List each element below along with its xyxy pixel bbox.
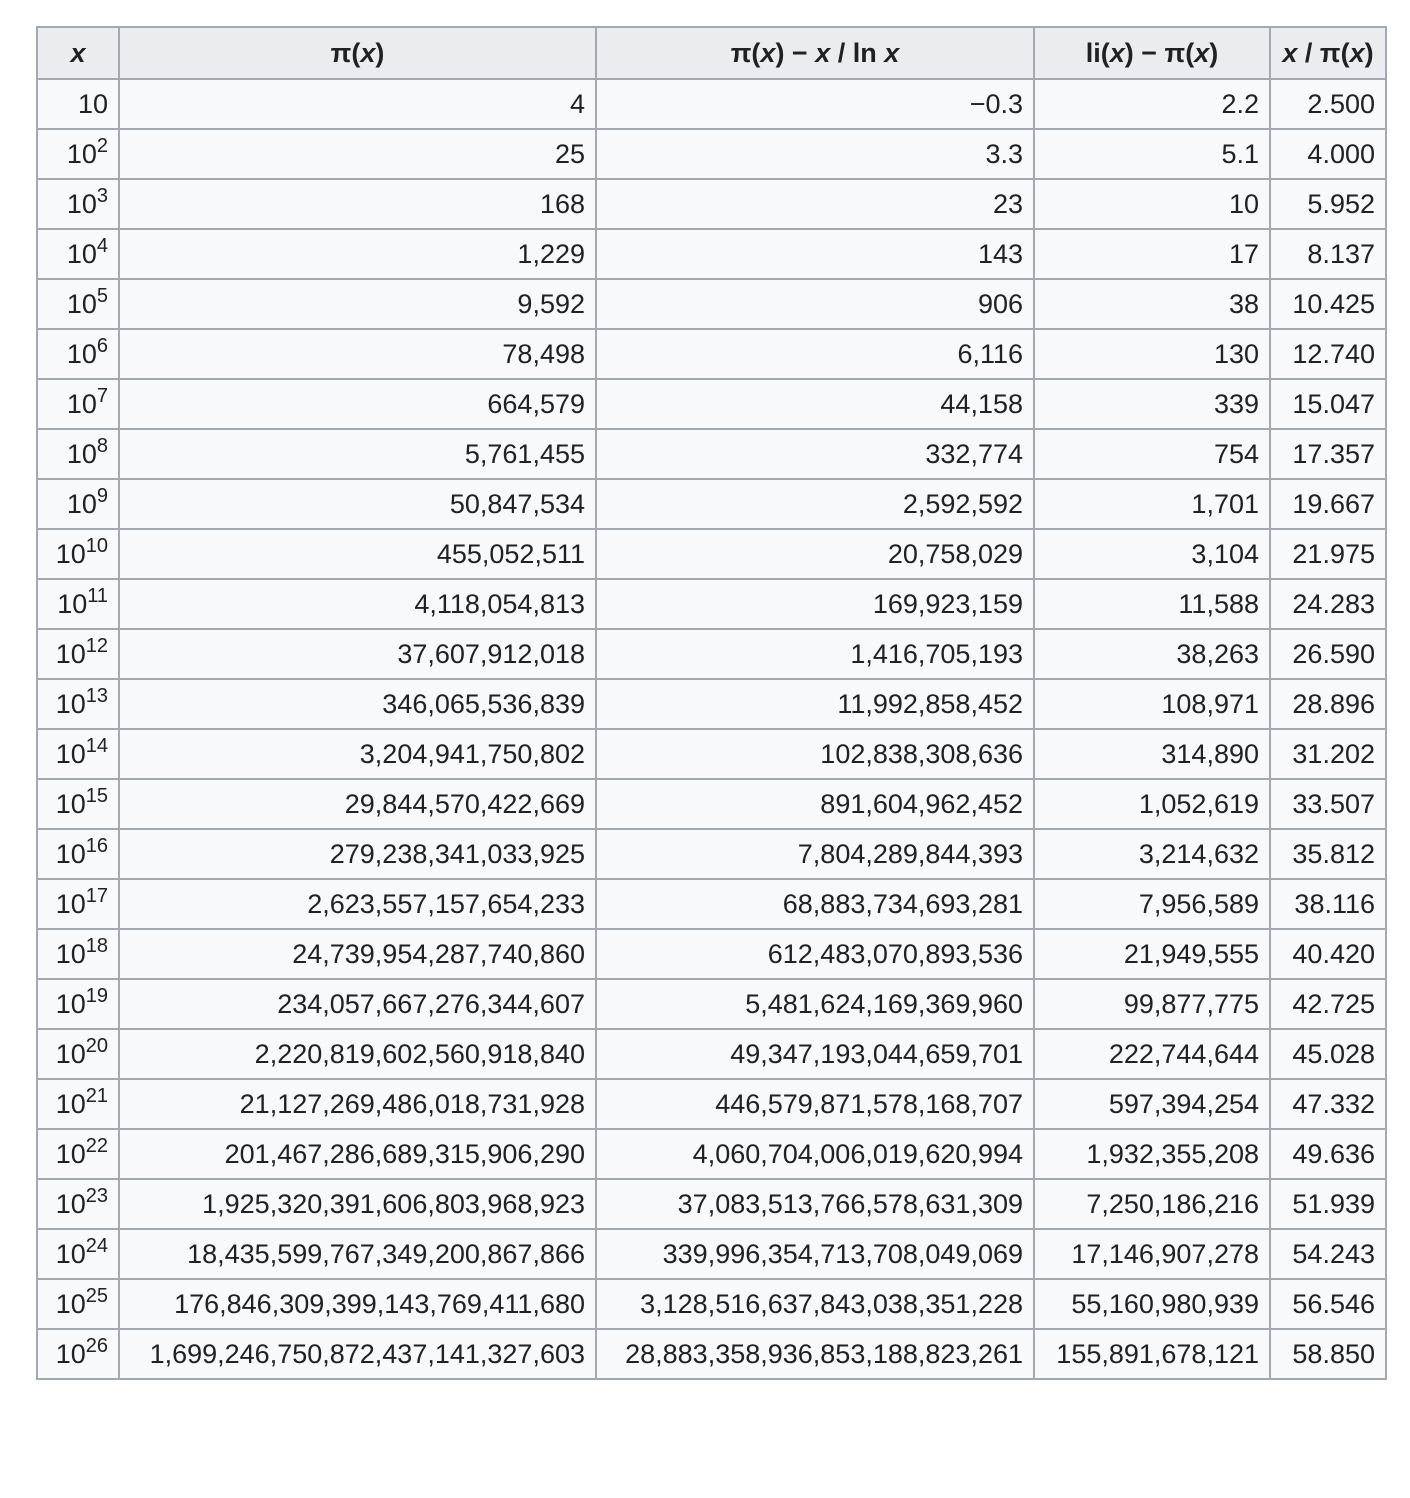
cell-x-over-pi: 47.332 — [1270, 1079, 1386, 1129]
cell-li-minus-pi: 222,744,644 — [1034, 1029, 1270, 1079]
table-row — [37, 629, 1386, 679]
cell-x-over-pi: 17.357 — [1270, 429, 1386, 479]
table-row — [37, 579, 1386, 629]
power-base: 10 — [55, 1038, 86, 1069]
cell-pi-x: 664,579 — [119, 379, 596, 429]
power-exponent: 2 — [96, 134, 108, 157]
cell-x-over-pi: 40.420 — [1270, 929, 1386, 979]
cell-x — [37, 279, 119, 329]
cell-pi-minus-x-over-ln-x: 102,838,308,636 — [596, 729, 1034, 779]
table-row — [37, 979, 1386, 1029]
cell-x-over-pi: 56.546 — [1270, 1279, 1386, 1329]
power-exponent: 5 — [96, 284, 108, 307]
cell-x-over-pi: 8.137 — [1270, 229, 1386, 279]
cell-pi-x: 346,065,536,839 — [119, 679, 596, 729]
cell-pi-x: 24,739,954,287,740,860 — [119, 929, 596, 979]
cell-pi-x: 201,467,286,689,315,906,290 — [119, 1129, 596, 1179]
cell-pi-x: 9,592 — [119, 279, 596, 329]
power-base: 10 — [55, 1338, 86, 1369]
cell-x — [37, 979, 119, 1029]
table-row — [37, 179, 1386, 229]
cell-x — [37, 629, 119, 679]
cell-pi-minus-x-over-ln-x: 1,416,705,193 — [596, 629, 1034, 679]
table-row — [37, 529, 1386, 579]
cell-li-minus-pi: 17,146,907,278 — [1034, 1229, 1270, 1279]
table-row — [37, 1279, 1386, 1329]
header-text-part: / π( — [1297, 37, 1350, 68]
cell-x-over-pi: 2.500 — [1270, 79, 1386, 129]
power-base: 10 — [55, 788, 86, 819]
power-exponent: 4 — [96, 234, 108, 257]
cell-x — [37, 1029, 119, 1079]
power-base: 10 — [55, 738, 86, 769]
table-row — [37, 679, 1386, 729]
cell-pi-minus-x-over-ln-x: 68,883,734,693,281 — [596, 879, 1034, 929]
power-exponent: 13 — [85, 684, 108, 707]
cell-x — [37, 229, 119, 279]
cell-pi-x: 279,238,341,033,925 — [119, 829, 596, 879]
cell-pi-x: 1,229 — [119, 229, 596, 279]
power-base: 10 — [55, 638, 86, 669]
cell-x-over-pi: 51.939 — [1270, 1179, 1386, 1229]
header-text-part: x — [760, 37, 776, 68]
power-base: 10 — [55, 838, 86, 869]
cell-x-over-pi: 21.975 — [1270, 529, 1386, 579]
cell-x — [37, 829, 119, 879]
cell-li-minus-pi: 130 — [1034, 329, 1270, 379]
cell-pi-x: 4 — [119, 79, 596, 129]
cell-pi-minus-x-over-ln-x: 49,347,193,044,659,701 — [596, 1029, 1034, 1079]
cell-x — [37, 1229, 119, 1279]
cell-pi-x: 37,607,912,018 — [119, 629, 596, 679]
power-base: 10 — [66, 288, 97, 319]
power-exponent: 7 — [96, 384, 108, 407]
power-base: 10 — [55, 688, 86, 719]
power-exponent: 24 — [85, 1234, 108, 1257]
cell-x — [37, 1329, 119, 1379]
header-text-part: x — [70, 37, 86, 68]
cell-x-over-pi: 5.952 — [1270, 179, 1386, 229]
cell-li-minus-pi: 5.1 — [1034, 129, 1270, 179]
power-base: 10 — [66, 438, 97, 469]
cell-pi-x: 2,623,557,157,654,233 — [119, 879, 596, 929]
cell-pi-minus-x-over-ln-x: 891,604,962,452 — [596, 779, 1034, 829]
power-exponent: 23 — [85, 1184, 108, 1207]
cell-pi-x: 78,498 — [119, 329, 596, 379]
header-text-part: π( — [330, 37, 361, 68]
power-exponent: 21 — [85, 1084, 108, 1107]
header-pi-x — [119, 27, 596, 79]
header-x-over-pi — [1270, 27, 1386, 79]
power-exponent: 8 — [96, 434, 108, 457]
cell-x-over-pi: 58.850 — [1270, 1329, 1386, 1379]
cell-x — [37, 679, 119, 729]
power-base: 10 — [66, 138, 97, 169]
power-exponent: 10 — [85, 534, 108, 557]
cell-li-minus-pi: 1,932,355,208 — [1034, 1129, 1270, 1179]
table-row — [37, 1129, 1386, 1179]
power-exponent: 26 — [85, 1334, 108, 1357]
cell-x — [37, 1129, 119, 1179]
cell-pi-minus-x-over-ln-x: 3.3 — [596, 129, 1034, 179]
table-row — [37, 329, 1386, 379]
cell-pi-x: 2,220,819,602,560,918,840 — [119, 1029, 596, 1079]
table-row — [37, 1179, 1386, 1229]
cell-x-over-pi: 19.667 — [1270, 479, 1386, 529]
table-row — [37, 429, 1386, 479]
cell-li-minus-pi: 7,956,589 — [1034, 879, 1270, 929]
cell-pi-minus-x-over-ln-x: 332,774 — [596, 429, 1034, 479]
table-row — [37, 1029, 1386, 1079]
cell-x — [37, 329, 119, 379]
power-base: 10 — [77, 88, 108, 119]
header-text-part: ) — [375, 37, 385, 68]
power-base: 10 — [55, 888, 86, 919]
cell-x-over-pi: 12.740 — [1270, 329, 1386, 379]
cell-x — [37, 179, 119, 229]
power-exponent: 11 — [87, 584, 108, 607]
header-text-part: x — [884, 37, 900, 68]
power-exponent: 20 — [85, 1034, 108, 1057]
power-base: 10 — [66, 188, 97, 219]
power-base: 10 — [55, 988, 86, 1019]
cell-li-minus-pi: 7,250,186,216 — [1034, 1179, 1270, 1229]
power-base: 10 — [55, 538, 86, 569]
table-row — [37, 779, 1386, 829]
power-base: 10 — [66, 338, 97, 369]
cell-pi-x: 455,052,511 — [119, 529, 596, 579]
cell-x-over-pi: 54.243 — [1270, 1229, 1386, 1279]
cell-li-minus-pi: 597,394,254 — [1034, 1079, 1270, 1129]
header-text-part: ) — [1209, 37, 1219, 68]
power-base: 10 — [66, 388, 97, 419]
cell-li-minus-pi: 38,263 — [1034, 629, 1270, 679]
cell-pi-minus-x-over-ln-x: 339,996,354,713,708,049,069 — [596, 1229, 1034, 1279]
cell-pi-x: 3,204,941,750,802 — [119, 729, 596, 779]
cell-li-minus-pi: 3,214,632 — [1034, 829, 1270, 879]
table-row — [37, 1079, 1386, 1129]
header-li-minus-pi — [1034, 27, 1270, 79]
cell-x — [37, 729, 119, 779]
power-exponent: 3 — [96, 184, 108, 207]
cell-li-minus-pi: 339 — [1034, 379, 1270, 429]
power-exponent: 9 — [96, 484, 108, 507]
power-exponent: 19 — [85, 984, 108, 1007]
cell-pi-x: 1,925,320,391,606,803,968,923 — [119, 1179, 596, 1229]
power-exponent: 22 — [85, 1134, 108, 1157]
power-exponent: 18 — [85, 934, 108, 957]
cell-li-minus-pi: 155,891,678,121 — [1034, 1329, 1270, 1379]
cell-pi-x: 4,118,054,813 — [119, 579, 596, 629]
cell-pi-minus-x-over-ln-x: 4,060,704,006,019,620,994 — [596, 1129, 1034, 1179]
power-exponent: 15 — [85, 784, 108, 807]
header-text-part: π( — [730, 37, 761, 68]
cell-pi-minus-x-over-ln-x: 906 — [596, 279, 1034, 329]
cell-x-over-pi: 10.425 — [1270, 279, 1386, 329]
power-exponent: 17 — [85, 884, 108, 907]
header-text-part: li( — [1085, 37, 1110, 68]
table-body — [37, 79, 1386, 1379]
cell-li-minus-pi: 2.2 — [1034, 79, 1270, 129]
header-text-part: x — [1282, 37, 1298, 68]
header-text-part: x — [360, 37, 376, 68]
table-row — [37, 879, 1386, 929]
cell-pi-minus-x-over-ln-x: 612,483,070,893,536 — [596, 929, 1034, 979]
cell-pi-minus-x-over-ln-x: 143 — [596, 229, 1034, 279]
cell-x-over-pi: 38.116 — [1270, 879, 1386, 929]
cell-pi-minus-x-over-ln-x: 11,992,858,452 — [596, 679, 1034, 729]
cell-pi-x: 18,435,599,767,349,200,867,866 — [119, 1229, 596, 1279]
cell-pi-minus-x-over-ln-x: 5,481,624,169,369,960 — [596, 979, 1034, 1029]
power-base: 10 — [55, 1238, 86, 1269]
cell-pi-minus-x-over-ln-x: 7,804,289,844,393 — [596, 829, 1034, 879]
cell-x — [37, 129, 119, 179]
cell-pi-x: 1,699,246,750,872,437,141,327,603 — [119, 1329, 596, 1379]
cell-pi-x: 234,057,667,276,344,607 — [119, 979, 596, 1029]
cell-pi-x: 168 — [119, 179, 596, 229]
power-base: 10 — [55, 938, 86, 969]
cell-li-minus-pi: 38 — [1034, 279, 1270, 329]
table-row — [37, 379, 1386, 429]
header-text-part: x — [1109, 37, 1125, 68]
cell-li-minus-pi: 55,160,980,939 — [1034, 1279, 1270, 1329]
header-text-part: x — [815, 37, 831, 68]
header-text-part: x — [1349, 37, 1365, 68]
cell-x — [37, 879, 119, 929]
cell-x-over-pi: 26.590 — [1270, 629, 1386, 679]
cell-x-over-pi: 31.202 — [1270, 729, 1386, 779]
cell-li-minus-pi: 1,052,619 — [1034, 779, 1270, 829]
cell-pi-x: 21,127,269,486,018,731,928 — [119, 1079, 596, 1129]
header-row — [37, 27, 1386, 79]
cell-li-minus-pi: 754 — [1034, 429, 1270, 479]
cell-pi-x: 5,761,455 — [119, 429, 596, 479]
table-row — [37, 79, 1386, 129]
power-base: 10 — [66, 238, 97, 269]
power-base: 10 — [55, 1188, 86, 1219]
power-base: 10 — [55, 1138, 86, 1169]
cell-pi-minus-x-over-ln-x: 23 — [596, 179, 1034, 229]
cell-pi-minus-x-over-ln-x: 169,923,159 — [596, 579, 1034, 629]
cell-x — [37, 79, 119, 129]
cell-li-minus-pi: 99,877,775 — [1034, 979, 1270, 1029]
cell-x — [37, 1079, 119, 1129]
cell-pi-minus-x-over-ln-x: 20,758,029 — [596, 529, 1034, 579]
power-exponent: 25 — [85, 1284, 108, 1307]
cell-x — [37, 1279, 119, 1329]
cell-x — [37, 579, 119, 629]
cell-x-over-pi: 15.047 — [1270, 379, 1386, 429]
cell-x-over-pi: 42.725 — [1270, 979, 1386, 1029]
table-row — [37, 479, 1386, 529]
table-row — [37, 929, 1386, 979]
cell-x — [37, 379, 119, 429]
cell-pi-minus-x-over-ln-x: 2,592,592 — [596, 479, 1034, 529]
cell-x — [37, 479, 119, 529]
cell-li-minus-pi: 3,104 — [1034, 529, 1270, 579]
cell-li-minus-pi: 11,588 — [1034, 579, 1270, 629]
cell-x-over-pi: 4.000 — [1270, 129, 1386, 179]
cell-pi-minus-x-over-ln-x: 37,083,513,766,578,631,309 — [596, 1179, 1034, 1229]
power-exponent: 12 — [85, 634, 108, 657]
cell-li-minus-pi: 17 — [1034, 229, 1270, 279]
cell-pi-x: 50,847,534 — [119, 479, 596, 529]
table-row — [37, 129, 1386, 179]
cell-x-over-pi: 28.896 — [1270, 679, 1386, 729]
table-row — [37, 1329, 1386, 1379]
cell-x — [37, 429, 119, 479]
header-text-part: ) − — [775, 37, 816, 68]
power-exponent: 6 — [96, 334, 108, 357]
cell-li-minus-pi: 1,701 — [1034, 479, 1270, 529]
cell-pi-x: 176,846,309,399,143,769,411,680 — [119, 1279, 596, 1329]
prime-counting-table — [36, 26, 1387, 1380]
power-exponent: 16 — [85, 834, 108, 857]
cell-x-over-pi: 49.636 — [1270, 1129, 1386, 1179]
table-row — [37, 229, 1386, 279]
table-row — [37, 829, 1386, 879]
cell-x-over-pi: 24.283 — [1270, 579, 1386, 629]
header-text-part: ) − π( — [1124, 37, 1195, 68]
cell-li-minus-pi: 10 — [1034, 179, 1270, 229]
cell-x-over-pi: 45.028 — [1270, 1029, 1386, 1079]
cell-pi-minus-x-over-ln-x: 3,128,516,637,843,038,351,228 — [596, 1279, 1034, 1329]
header-pi-minus-x-over-ln-x — [596, 27, 1034, 79]
header-text-part: ) — [1364, 37, 1374, 68]
header-text-part: / ln — [830, 37, 885, 68]
header-text-part: x — [1194, 37, 1210, 68]
cell-x-over-pi: 33.507 — [1270, 779, 1386, 829]
cell-x — [37, 929, 119, 979]
cell-li-minus-pi: 108,971 — [1034, 679, 1270, 729]
table-row — [37, 729, 1386, 779]
cell-x — [37, 779, 119, 829]
cell-pi-minus-x-over-ln-x: 28,883,358,936,853,188,823,261 — [596, 1329, 1034, 1379]
cell-pi-minus-x-over-ln-x: −0.3 — [596, 79, 1034, 129]
power-exponent: 14 — [85, 734, 108, 757]
cell-x-over-pi: 35.812 — [1270, 829, 1386, 879]
power-base: 10 — [66, 488, 97, 519]
cell-x — [37, 1179, 119, 1229]
cell-pi-minus-x-over-ln-x: 446,579,871,578,168,707 — [596, 1079, 1034, 1129]
cell-pi-x: 29,844,570,422,669 — [119, 779, 596, 829]
power-base: 10 — [57, 588, 88, 619]
cell-li-minus-pi: 21,949,555 — [1034, 929, 1270, 979]
cell-pi-minus-x-over-ln-x: 6,116 — [596, 329, 1034, 379]
header-x — [37, 27, 119, 79]
cell-x — [37, 529, 119, 579]
power-base: 10 — [55, 1088, 86, 1119]
table-row — [37, 1229, 1386, 1279]
power-base: 10 — [55, 1288, 86, 1319]
cell-pi-minus-x-over-ln-x: 44,158 — [596, 379, 1034, 429]
cell-pi-x: 25 — [119, 129, 596, 179]
table-row — [37, 279, 1386, 329]
cell-li-minus-pi: 314,890 — [1034, 729, 1270, 779]
